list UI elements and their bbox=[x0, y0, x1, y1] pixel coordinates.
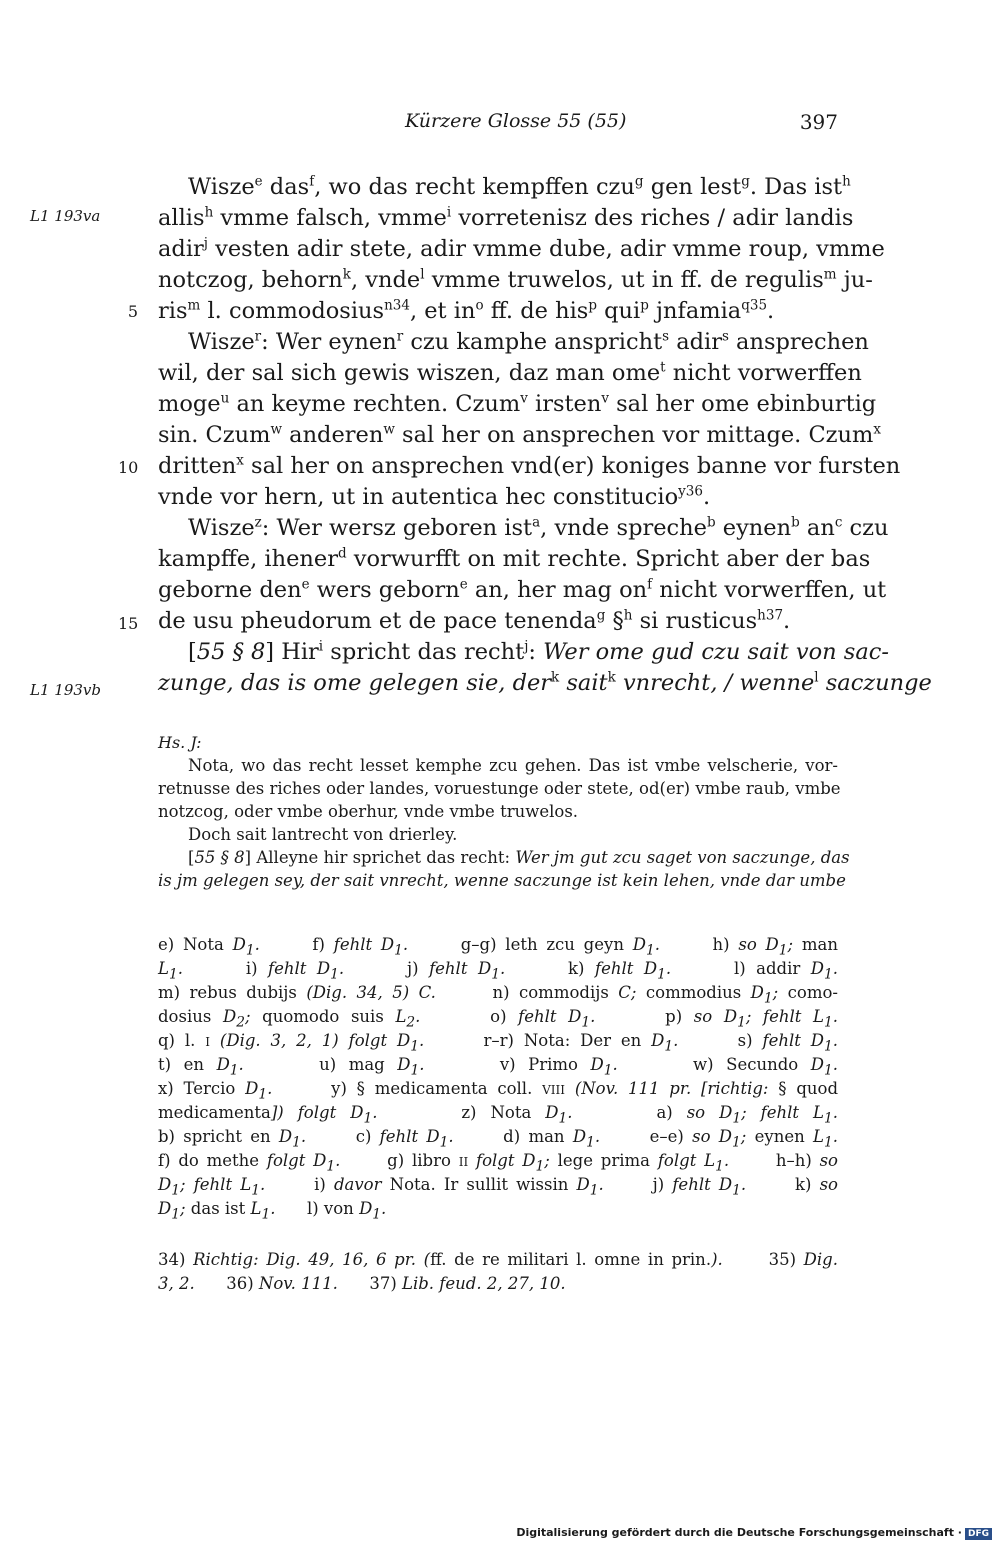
margin-note-193vb: L1 193vb bbox=[30, 681, 101, 699]
apparatus-line: q) l. i (Dig. 3, 2, 1) folgt $D_1$. r–r) Nota: Der en $D_1$. s) fehlt $D_1$. bbox=[158, 1031, 838, 1055]
main-line: de usu pheudorum et de pace tenenda$^g$ §$^h$ si rusticus$^{h37}$. bbox=[158, 607, 791, 634]
hs-note-block bbox=[158, 754, 850, 892]
apparatus-line: b) spricht en $D_1$. c) fehlt $D_1$. d) man $D_1$. e–e) so $D_1$; eynen $L_1$. bbox=[158, 1127, 838, 1151]
main-line: sin. Czum$^w$ anderen$^w$ sal her on ansprechen vor mittage. Czum$^x$ bbox=[158, 421, 881, 448]
main-line: allis$^h$ vmme falsch, vmme$^i$ vorretenisz des riches / adir landis bbox=[158, 204, 854, 231]
hs-line: Nota, wo das recht lesset kemphe zcu gehen. Das ist vmbe velscherie, vor- bbox=[188, 756, 838, 775]
main-text bbox=[158, 172, 932, 699]
footnotes bbox=[158, 1248, 838, 1296]
apparatus-line: dosius $D_2$; quomodo suis $L_2$. o) fehlt $D_1$. p) so $D_1$; fehlt $L_1$. bbox=[158, 1007, 838, 1031]
funding-text: Digitalisierung gefördert durch die Deutsche Forschungsgemeinschaft · bbox=[516, 1526, 962, 1539]
hs-label: Hs. J: bbox=[158, 733, 202, 752]
apparatus-line: e) Nota $D_1$. f) fehlt $D_1$. g–g) leth zcu geyn $D_1$. h) so $D_1$; man bbox=[158, 935, 838, 959]
main-line: Wisze$^e$ das$^f$, wo das recht kempffen czu$^g$ gen lest$^g$. Das ist$^h$ bbox=[188, 173, 851, 200]
main-line: [55 § 8] Hir$^i$ spricht das recht$^j$: Wer ome gud czu sait von sac- bbox=[188, 638, 889, 665]
apparatus-line: $D_1$; fehlt $L_1$. i) davor Nota. Ir sullit wissin $D_1$. j) fehlt $D_1$. k) so bbox=[158, 1175, 838, 1199]
dfg-logo: DFG bbox=[965, 1528, 992, 1540]
page-number: 397 bbox=[799, 110, 838, 134]
apparatus-line: t) en $D_1$. u) mag $D_1$. v) Primo $D_1$. w) Secundo $D_1$. bbox=[158, 1055, 839, 1079]
main-line: Wisze$^r$: Wer eynen$^r$ czu kamphe anspricht$^s$ adir$^s$ ansprechen bbox=[188, 328, 869, 355]
main-line: adir$^j$ vesten adir stete, adir vmme dube, adir vmme roup, vmme bbox=[158, 235, 885, 262]
footnote-line: 34) Richtig: Dig. 49, 16, 6 pr. (ff. de re militari l. omne in prin.). 35) Dig. bbox=[158, 1250, 838, 1269]
footnote-line: 3, 2. 36) Nov. 111. 37) Lib. feud. 2, 27, 10. bbox=[158, 1274, 566, 1293]
main-line: moge$^u$ an keyme rechten. Czum$^v$ irsten$^v$ sal her ome ebinburtig bbox=[158, 390, 877, 417]
main-line: ris$^m$ l. commodosius$^{n34}$, et $in^o$ ff. de his$^p$ qui$^p$ jnfamia$^{q35}$. bbox=[158, 297, 775, 324]
apparatus-line: f) do methe folgt $D_1$. g) libro ii folgt $D_1$; lege prima folgt $L_1$. h–h) so bbox=[158, 1151, 838, 1175]
funding-notice bbox=[516, 1526, 992, 1540]
margin-note-193va: L1 193va bbox=[30, 207, 101, 225]
main-line: kampffe, ihener$^d$ vorwurfft on mit rechte. Spricht aber der bas bbox=[158, 545, 871, 572]
running-title: Kürzere Glosse 55 (55) bbox=[405, 110, 627, 132]
main-line: dritten$^x$ sal her on ansprechen vnd(er) koniges banne vor fursten bbox=[158, 452, 901, 479]
critical-apparatus bbox=[158, 933, 838, 1221]
apparatus-line: $L_1$. i) fehlt $D_1$. j) fehlt $D_1$. k) fehlt $D_1$. l) addir $D_1$. bbox=[158, 959, 838, 983]
main-line: geborne den$^e$ wers geborn$^e$ an, her mag $on^f$ nicht vorwerffen, ut bbox=[158, 576, 887, 603]
hs-line: [55 § 8] Alleyne hir sprichet das recht: Wer jm gut zcu saget von saczunge, das bbox=[188, 848, 850, 867]
apparatus-line: x) Tercio $D_1$. y) § medicamenta coll. viii (Nov. 111 pr. [richtig: § quod bbox=[158, 1079, 839, 1103]
main-line: vnde vor hern, ut in autentica hec constitucio$^{y36}$. bbox=[158, 483, 711, 510]
apparatus-line: m) rebus dubijs (Dig. 34, 5) C. n) commodijs C; commodius $D_1$; como- bbox=[158, 983, 838, 1007]
hs-line: is jm gelegen sey, der sait vnrecht, wenne saczunge ist kein lehen, vnde dar umbe bbox=[158, 871, 846, 890]
line-number-10: 10 bbox=[118, 458, 139, 477]
main-line: Wisze$^z$: Wer wersz geboren ist$^a$, vnde spreche$^b$ eynen$^b$ $an^c$ czu bbox=[188, 514, 889, 541]
page-header bbox=[158, 110, 838, 140]
line-number-15: 15 bbox=[118, 614, 139, 633]
apparatus-line: $D_1$; das ist $L_1$. l) von $D_1$. bbox=[158, 1199, 387, 1223]
apparatus-line: medicamenta]) folgt $D_1$. z) Nota $D_1$. a) so $D_1$; fehlt $L_1$. bbox=[158, 1103, 838, 1127]
hs-line: retnusse des riches oder landes, voruestunge oder stete, od(er) vmbe raub, vmbe bbox=[158, 779, 841, 798]
hs-line: notzcog, oder vmbe oberhur, vnde vmbe truwelos. bbox=[158, 802, 579, 821]
main-line: wil, der sal sich gewis wiszen, daz man ome$^t$ nicht vorwerffen bbox=[158, 359, 862, 386]
main-line: notczog, behorn$^k$, vnde$^l$ vmme truwelos, ut in ff. de regulis$^m$ ju- bbox=[158, 266, 873, 293]
line-number-5: 5 bbox=[127, 302, 138, 321]
hs-line: Doch sait lantrecht von drierley. bbox=[188, 825, 458, 844]
main-line: zunge, das is ome gelegen sie, der$^k$ sait$^k$ vnrecht, / wenne$^l$ saczunge bbox=[158, 669, 932, 696]
